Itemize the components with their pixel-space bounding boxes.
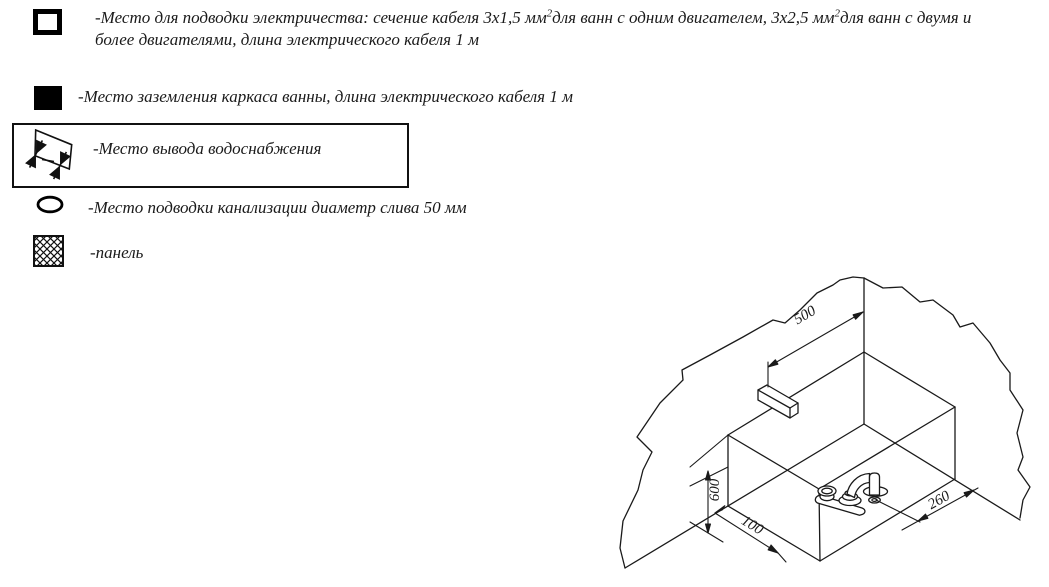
- legend-item-water-supply: [93, 138, 393, 160]
- superscript-2: 2: [834, 7, 840, 20]
- electric-connection-square-icon: [33, 9, 62, 35]
- legend-panel-text: -панель: [90, 243, 144, 262]
- drain-ring-outer: [869, 497, 881, 503]
- valve-symbol: [25, 138, 72, 182]
- dimension-500: [768, 312, 863, 387]
- dimension-label-600: 600: [707, 478, 723, 502]
- isometric-installation-drawing: [610, 268, 1049, 587]
- superscript-2: 2: [546, 7, 553, 20]
- grounding-filled-square-icon: [34, 86, 62, 110]
- drain-funnel-top: [818, 486, 836, 496]
- dimension-label-260: 260: [925, 488, 953, 513]
- dim260-arrow-left: [918, 514, 928, 521]
- legend-item-electricity: [95, 7, 1045, 51]
- drain-overflow-assembly: [815, 473, 887, 515]
- dim500-arrow-right: [853, 312, 863, 319]
- legend-electricity-text-1: -Место для подводки электричества: сечение кабеля 3х1,5 мм: [95, 8, 547, 27]
- dim600-extension-a: [690, 435, 728, 467]
- dim600-arrow-top: [706, 471, 711, 480]
- legend-water-text: -Место вывода водоснабжения: [93, 139, 322, 158]
- legend-item-panel: [90, 242, 490, 264]
- dim500-line: [768, 312, 863, 367]
- legend-electricity-text-4: более двигателями, длина электрического кабеля 1 м: [95, 30, 479, 49]
- legend-sewer-text: -Место подводки канализации диаметр слива 50 мм: [88, 198, 467, 217]
- legend-item-sewerage: [88, 197, 1028, 219]
- legend-electricity-text-3: для ванн с двумя и: [839, 8, 972, 27]
- sewer-ellipse-icon: [36, 195, 64, 214]
- legend-grounding-text: -Место заземления каркаса ванны, длина электрического кабеля 1 м: [78, 87, 573, 106]
- standpipe: [870, 473, 880, 495]
- legend-item-grounding: [78, 86, 1018, 108]
- panel-hatched-square-icon: [33, 235, 64, 267]
- dimension-label-500: 500: [791, 302, 819, 329]
- dim260-extension-line: [876, 500, 920, 522]
- legend-electricity-text-2: для ванн с одним двигателем, 3х2,5 мм: [552, 8, 835, 27]
- water-outlet-valves-icon: [25, 124, 80, 182]
- dim500-arrow-left: [768, 360, 778, 367]
- dimension-260: [876, 488, 978, 530]
- wall-broken-edge-right: [864, 278, 1030, 518]
- dim260-arrow-right: [964, 490, 974, 497]
- dimension-label-100: 100: [738, 512, 766, 539]
